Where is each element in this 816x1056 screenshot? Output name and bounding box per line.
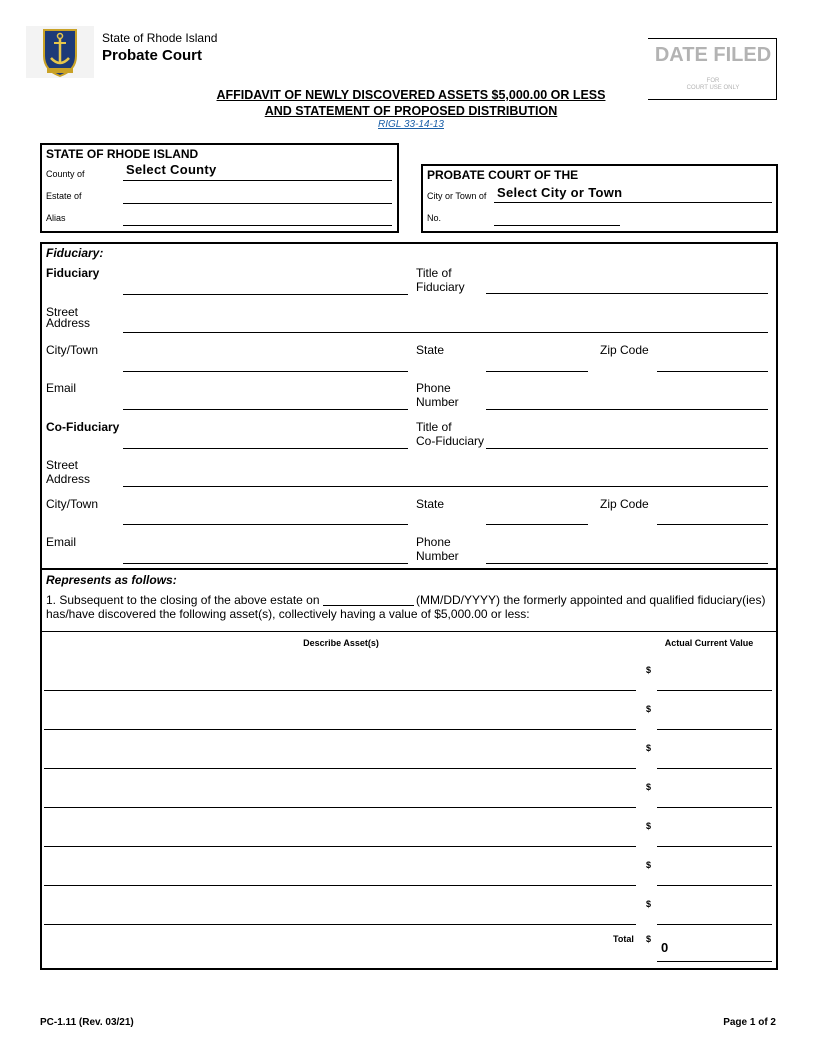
asset-dollar-sign: $ — [646, 899, 652, 909]
header-court: Probate Court — [102, 47, 203, 64]
co-phone-label-2: Number — [416, 549, 459, 563]
total-dollar: $ — [646, 934, 652, 944]
estate-field[interactable] — [123, 203, 392, 204]
asset-dollar-sign: $ — [646, 821, 652, 831]
county-label: County of — [46, 169, 85, 179]
co-state-label: State — [416, 497, 445, 511]
represents-para-part1: 1. Subsequent to the closing of the above estate on — [46, 593, 320, 607]
asset-dollar-sign: $ — [646, 782, 652, 792]
cofiduciary-name-field[interactable] — [123, 448, 408, 449]
fiduciary-section-title: Fiduciary: — [46, 246, 104, 260]
asset-dollar-sign: $ — [646, 860, 652, 870]
asset-dollar-sign: $ — [646, 743, 652, 753]
phone-label-2: Number — [416, 395, 459, 409]
cofiduciary-state-field[interactable] — [486, 524, 588, 525]
page-number: Page 1 of 2 — [723, 1017, 776, 1028]
col-actual-value: Actual Current Value — [664, 638, 754, 648]
co-zip-label: Zip Code — [600, 497, 649, 511]
represents-para-part2: (MM/DD/YYYY) the formerly appointed and qualified fiduciary(ies) — [416, 593, 766, 607]
asset-description-field[interactable] — [44, 807, 636, 808]
case-no-label: No. — [427, 213, 442, 223]
cofiduciary-email-field[interactable] — [123, 563, 408, 564]
asset-dollar-sign: $ — [646, 665, 652, 675]
alias-label: Alias — [46, 213, 66, 223]
header-state: State of Rhode Island — [102, 31, 218, 45]
asset-description-field[interactable] — [44, 924, 636, 925]
total-field — [657, 961, 772, 962]
total-value: 0 — [661, 940, 669, 955]
cofiduciary-title-field[interactable] — [486, 448, 768, 449]
cofiduciary-phone-field[interactable] — [486, 563, 768, 564]
co-phone-label-1: Phone — [416, 535, 451, 549]
email-label: Email — [46, 381, 77, 395]
city-town-label: City/Town — [46, 343, 99, 357]
fiduciary-phone-field[interactable] — [486, 409, 768, 410]
co-city-town-label: City/Town — [46, 497, 99, 511]
fiduciary-city-field[interactable] — [123, 371, 408, 372]
represents-section-title: Represents as follows: — [46, 573, 177, 587]
court-use-for: FOR — [706, 78, 720, 84]
fiduciary-zip-field[interactable] — [657, 371, 768, 372]
asset-value-field[interactable] — [657, 768, 772, 769]
zip-label: Zip Code — [600, 343, 649, 357]
rhode-island-seal-icon — [26, 26, 94, 78]
case-no-field[interactable] — [494, 225, 620, 226]
asset-value-field[interactable] — [657, 690, 772, 691]
fiduciary-state-field[interactable] — [486, 371, 588, 372]
asset-value-field[interactable] — [657, 885, 772, 886]
cotitle-label-1: Title of — [416, 420, 452, 434]
state-box-heading: STATE OF RHODE ISLAND — [46, 147, 199, 161]
probate-court-heading: PROBATE COURT OF THE — [427, 168, 579, 182]
asset-value-field[interactable] — [657, 924, 772, 925]
asset-value-field[interactable] — [657, 846, 772, 847]
represents-para-line2: has/have discovered the following asset(s), collectively having a value of $5,000.00 or less: — [46, 607, 530, 621]
cofiduciary-label: Co-Fiduciary — [46, 420, 120, 434]
street-label-2: Address — [46, 316, 91, 330]
asset-description-field[interactable] — [44, 885, 636, 886]
form-id: PC-1.11 (Rev. 03/21) — [40, 1017, 134, 1028]
state-label: State — [416, 343, 445, 357]
closing-date-field[interactable] — [323, 605, 414, 606]
asset-description-field[interactable] — [44, 690, 636, 691]
title-of-label-2: Fiduciary — [416, 280, 465, 294]
co-email-label: Email — [46, 535, 77, 549]
city-select[interactable]: Select City or Town — [497, 185, 623, 200]
cotitle-label-2: Co-Fiduciary — [416, 434, 485, 448]
co-street-label-2: Address — [46, 472, 91, 486]
statute-link[interactable]: RIGL 33-14-13 — [378, 119, 444, 130]
alias-field[interactable] — [123, 225, 392, 226]
asset-description-field[interactable] — [44, 846, 636, 847]
date-filed-label: DATE FILED — [654, 44, 772, 66]
col-describe-assets: Describe Asset(s) — [303, 638, 379, 648]
cofiduciary-zip-field[interactable] — [657, 524, 768, 525]
fiduciary-street-field[interactable] — [123, 332, 768, 333]
title-of-label-1: Title of — [416, 266, 452, 280]
form-title-line1: AFFIDAVIT OF NEWLY DISCOVERED ASSETS $5,000.00 OR LESS — [216, 88, 606, 102]
asset-description-field[interactable] — [44, 768, 636, 769]
phone-label-1: Phone — [416, 381, 451, 395]
asset-dollar-sign: $ — [646, 704, 652, 714]
estate-label: Estate of — [46, 191, 82, 201]
street-label-1: Street — [46, 305, 79, 319]
court-use-only: COURT USE ONLY — [686, 85, 740, 91]
fiduciary-email-field[interactable] — [123, 409, 408, 410]
asset-value-field[interactable] — [657, 807, 772, 808]
county-select[interactable]: Select County — [126, 162, 217, 177]
fiduciary-name-field[interactable] — [123, 294, 408, 295]
total-label: Total — [613, 934, 634, 944]
fiduciary-label: Fiduciary — [46, 266, 100, 280]
asset-value-field[interactable] — [657, 729, 772, 730]
co-street-label-1: Street — [46, 458, 79, 472]
fiduciary-title-field[interactable] — [486, 293, 768, 294]
cofiduciary-street-field[interactable] — [123, 486, 768, 487]
cofiduciary-city-field[interactable] — [123, 524, 408, 525]
form-title-line2: AND STATEMENT OF PROPOSED DISTRIBUTION — [264, 104, 558, 118]
asset-description-field[interactable] — [44, 729, 636, 730]
city-label: City or Town of — [427, 191, 487, 201]
